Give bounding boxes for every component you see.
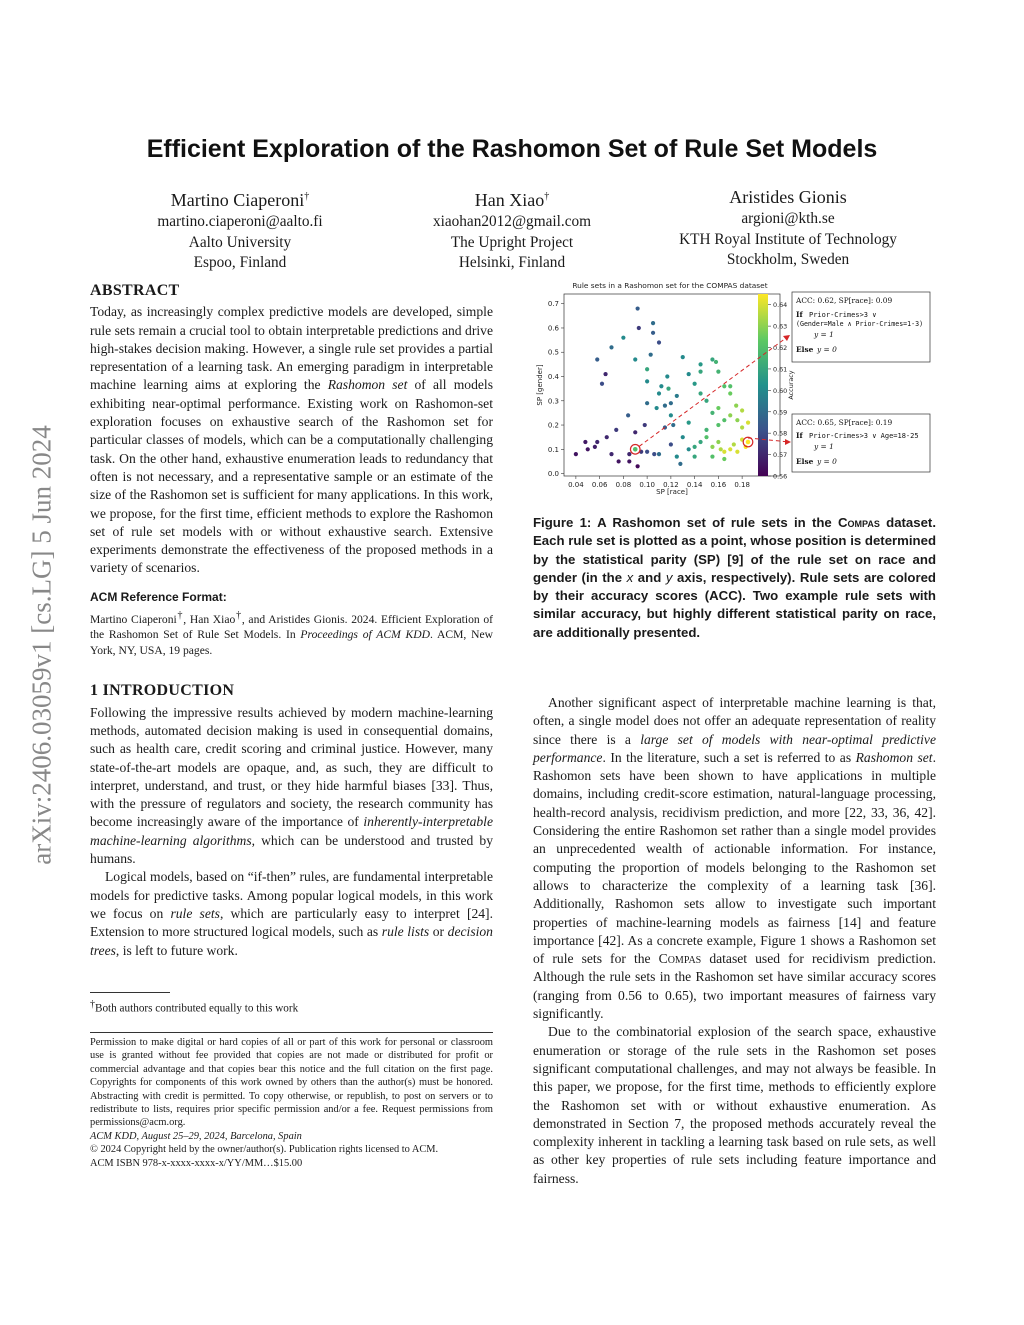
author-location: Helsinki, Finland	[458, 254, 566, 271]
rule-set-box-2	[792, 414, 930, 472]
colorbar-tick-label: 0.58	[773, 429, 788, 438]
author-block-3	[638, 185, 938, 271]
scatter-point	[649, 353, 653, 357]
box2-if: If	[796, 431, 803, 440]
copyright-line: © 2024 Copyright held by the owner/author(s). Publication rights licensed to ACM.	[90, 1144, 439, 1156]
scatter-point	[732, 442, 736, 446]
scatter-point	[651, 331, 655, 335]
scatter-point	[740, 408, 744, 412]
right-paragraph-1: Another significant aspect of interpretable machine learning is that, often, a single model does not offer an adequate representation of reality since there is a large set of models with near-optimal predictive performance. In the literature, such a set is referred to as Rashomon set. Rashomon sets have been shown to have applications in multiple domains, including credit-score estimation, natural-language processing, health-record analysis, recidivism prediction, and more [22, 33, 36, 42]. Considering the entire Rashomon set rather than a single model provides an unprecedented wealth of actionable information. For instance, computing the proportion of models belonging to the Rashomon set allows to characterize the complexity of a learning task [36]. Additionally, Rashomon sets allow to investigate such important properties of machine-learning models as fairness [14] and feature importance [42]. As a concrete example, Figure 1 shows a Rashomon set of rule sets for the Compas dataset used for recidivism prediction. Although the rule sets in the Rashomon set have similar accuracy scores (ranging from 0.56 to 0.65), two important measures of fairness vary significantly.	[533, 695, 936, 1022]
author-email: martino.ciaperoni@aalto.fi	[157, 213, 323, 230]
arrow-to-box-2	[748, 438, 790, 442]
author-name: Han Xiao	[474, 190, 545, 210]
box1-line2: (Gender=Male ∧ Prior-Crimes=1-3)	[796, 320, 924, 328]
y-tick-label: 0.6	[547, 324, 559, 333]
box2-line1: Prior-Crimes>3 ∨ Age=18-25	[809, 432, 919, 440]
scatter-point	[687, 447, 691, 451]
scatter-point	[627, 452, 631, 456]
y-tick-label: 0.5	[547, 348, 559, 357]
scatter-point	[710, 411, 714, 415]
highlighted-point	[746, 440, 751, 445]
scatter-points	[574, 306, 750, 468]
scatter-point	[735, 450, 739, 454]
scatter-point	[595, 357, 599, 361]
arxiv-sidebar	[17, 360, 67, 930]
scatter-point	[633, 430, 637, 434]
scatter-point	[698, 440, 702, 444]
colorbar-tick-label: 0.60	[773, 386, 788, 395]
author-affiliation: KTH Royal Institute of Technology	[679, 230, 897, 248]
arrow-head-1	[783, 335, 790, 341]
scatter-point	[704, 435, 708, 439]
scatter-point	[669, 413, 673, 417]
colorbar-tick-label: 0.61	[773, 365, 788, 374]
arxiv-id: arXiv:2406.03059v1 [cs.LG] 5 Jun 2024	[26, 425, 57, 865]
rule-set-box-1	[792, 292, 930, 362]
box1-else: Else	[796, 345, 814, 354]
author-email: argioni@kth.se	[741, 210, 835, 227]
x-tick-label: 0.14	[686, 481, 703, 489]
right-column	[533, 694, 936, 1188]
author-affiliation: The Upright Project	[450, 233, 574, 251]
isbn-line: ACM ISBN 978-x-xxxx-xxxx-x/YY/MM…$15.00	[90, 1157, 303, 1169]
box2-then: y = 1	[814, 442, 834, 451]
scatter-point	[645, 401, 649, 405]
scatter-point	[716, 370, 720, 374]
scatter-point	[716, 406, 720, 410]
scatter-point	[665, 374, 669, 378]
permission-block	[90, 1036, 493, 1170]
author-affiliation: Aalto University	[188, 233, 292, 251]
scatter-point	[698, 370, 702, 374]
y-tick-label: 0.1	[547, 445, 559, 454]
intro-heading: 1 INTRODUCTION	[90, 682, 235, 700]
scatter-point	[722, 457, 726, 461]
colorbar-tick-label: 0.59	[773, 408, 788, 417]
y-tick-label: 0.0	[547, 470, 559, 479]
x-tick-label: 0.16	[710, 481, 727, 489]
scatter-point	[671, 423, 675, 427]
scatter-point	[735, 418, 739, 422]
scatter-point	[716, 423, 720, 427]
footnote-rule	[90, 992, 170, 993]
right-paragraph-2: Due to the combinatorial explosion of the search space, exhaustive enumeration or storage of the rule sets in the Rashomon set poses significant computational challenges, and may not always be feasible. In this paper, we propose, for the first time, methods to efficiently explore the Rashomon set with or without exhaustive enumeration. As demonstrated in Section 7, the proposed methods accurately reveal the complexity inherent in tackling a learning task based on rule sets, as well as other key properties of rule sets including feature importance and fairness.	[533, 1024, 936, 1186]
plot-frame	[564, 294, 780, 476]
scatter-point	[657, 391, 661, 395]
scatter-point	[633, 357, 637, 361]
scatter-point	[728, 384, 732, 388]
box1-then: y = 1	[814, 330, 834, 339]
scatter-point	[698, 362, 702, 366]
colorbar	[758, 294, 768, 476]
scatter-point	[663, 404, 667, 408]
left-column	[90, 282, 493, 960]
scatter-point	[603, 372, 607, 376]
scatter-point	[722, 450, 726, 454]
scatter-point	[693, 454, 697, 458]
scatter-point	[614, 428, 618, 432]
author-location: Espoo, Finland	[193, 254, 287, 271]
scatter-point	[740, 425, 744, 429]
x-tick-label: 0.18	[734, 481, 750, 489]
scatter-point	[728, 413, 732, 417]
scatter-point	[669, 401, 673, 405]
abstract-text: Today, as increasingly complex predictive models are developed, simple rule sets remain a crucial tool to obtain interpretable predictions and drive high-stakes decision making. However, a single rule set provides a partial representation of a learning task. An emerging paradigm in interpretable machine learning aims at exploring the Rashomon set of all models exhibiting near-optimal performance. Existing work on Rashomon-set exploration focuses on exhaustive search of the Rashomon set for particular classes of models, which can be a computationally challenging task. On the other hand, exhaustive enumeration leads to redundancy that often is not necessary, and a representative sample or an estimate of the size of the Rashomon set is sufficient for many applications. In this work, we propose, for the first time, efficient methods to explore the Rashomon set of rule set models with or without exhaustive search. Extensive experiments demonstrate the effectiveness of the proposed methods in a variety of scenarios.	[90, 304, 493, 576]
x-tick-label: 0.12	[663, 481, 679, 489]
colorbar-tick-label: 0.63	[773, 322, 788, 331]
scatter-point	[704, 428, 708, 432]
scatter-point	[643, 423, 647, 427]
highlighted-point	[633, 447, 638, 452]
scatter-point	[583, 440, 587, 444]
scatter-point	[728, 391, 732, 395]
intro-paragraph-2: Logical models, based on “if-then” rules, are fundamental interpretable models for predictive tasks. Among popular logical models, in this work we focus on rule sets, which are particularly easy to interpret [24]. Extension to more structured logical models, such as rule lists or decision trees, is left to future work.	[90, 869, 493, 958]
scatter-point	[675, 394, 679, 398]
colorbar-tick-label: 0.56	[773, 472, 788, 481]
box1-else-value: y = 0	[817, 345, 837, 354]
box1-header: ACC: 0.62, SP[race]: 0.09	[796, 296, 893, 305]
box1-line1: Prior-Crimes>3 ∨	[809, 311, 877, 319]
box2-else-value: y = 0	[817, 457, 837, 466]
scatter-point	[698, 391, 702, 395]
y-axis-ticks	[548, 300, 564, 478]
scatter-point	[722, 418, 726, 422]
y-tick-label: 0.2	[547, 421, 559, 430]
author-location: Stockholm, Sweden	[726, 251, 850, 268]
y-tick-label: 0.7	[547, 300, 559, 309]
author-mark: †	[544, 191, 550, 202]
scatter-point	[675, 454, 679, 458]
acm-ref-heading: ACM Reference Format:	[90, 589, 227, 604]
box2-else: Else	[796, 457, 814, 466]
scatter-point	[636, 464, 640, 468]
scatter-point	[716, 440, 720, 444]
author-name: Aristides Gionis	[729, 187, 847, 207]
scatter-point	[693, 445, 697, 449]
intro-paragraph-1: Following the impressive results achieved by modern machine-learning methods, automated decision making is used in consequential domains, such as health care, credit scoring and criminal justice. However, many state-of-the-art models are opaque, and, as such, they are difficult to interpret, understand, and trust, or they hide harmful biases [33]. Thus, with the pressure of regulators and society, the research community has become increasingly aware of the importance of inherently-interpretable machine-learning algorithms, which can be understood and trusted by humans.	[90, 704, 493, 867]
scatter-point	[645, 450, 649, 454]
scatter-point	[609, 452, 613, 456]
box1-if: If	[796, 310, 803, 319]
permission-rule	[90, 1032, 493, 1033]
scatter-point	[710, 454, 714, 458]
scatter-point	[586, 447, 590, 451]
colorbar-tick-label: 0.62	[773, 344, 788, 353]
figure-caption: Figure 1: A Rashomon set of rule sets in the Compas dataset. Each rule set is plotted as a point, whose position is determined by the statistical parity (SP) [9] of the rule set on race and gender (in the x and y axis, respectively). Rule sets are colored by their accuracy scores (ACC). Two example rule sets with similar accuracy, but highly different statistical parity on race, are additionally presented.	[533, 515, 936, 640]
scatter-point	[710, 445, 714, 449]
author-mark: †	[304, 191, 310, 202]
footnote: †Both authors contributed equally to this work	[90, 999, 299, 1015]
colorbar-label: Accuracy	[787, 370, 795, 400]
scatter-point	[728, 447, 732, 451]
permission-text: Permission to make digital or hard copies of all or part of this work for personal or classroom use is granted without fee provided that copies are not made or distributed for profit or commercial advantage and that copies bear this notice and the full citation on the first page. Copyrights for components of this work owned by others than the author(s) must be honored. Abstracting with credit is permitted. To copy otherwise, or republish, to post on servers or to redistribute to lists, requires prior specific permission and/or a fee. Request permissions from permissions@acm.org.	[90, 1037, 493, 1129]
scatter-point	[637, 326, 641, 330]
scatter-point	[659, 384, 663, 388]
scatter-point	[719, 447, 723, 451]
scatter-point	[617, 459, 621, 463]
scatter-point	[722, 384, 726, 388]
box2-header: ACC: 0.65, SP[race]: 0.19	[796, 418, 893, 427]
author-block-1	[90, 185, 390, 274]
scatter-point	[645, 367, 649, 371]
scatter-point	[678, 462, 682, 466]
acm-ref-text: Martino Ciaperoni†, Han Xiao†, and Aristides Gionis. 2024. Efficient Exploration of the Rashomon Set of Rule Set Models. In Proceedings of ACM KDD. ACM, New York, NY, USA, 19 pages.	[90, 610, 494, 657]
author-block-2	[362, 185, 662, 274]
scatter-point	[645, 379, 649, 383]
colorbar-ticks	[768, 301, 787, 480]
arrow-head-2	[785, 439, 791, 445]
scatter-point	[693, 382, 697, 386]
scatter-point	[593, 445, 597, 449]
abstract-heading: ABSTRACT	[90, 282, 180, 299]
colorbar-tick-label: 0.64	[773, 301, 788, 310]
scatter-point	[687, 372, 691, 376]
scatter-point	[651, 321, 655, 325]
y-tick-label: 0.4	[547, 373, 559, 382]
scatter-point	[605, 435, 609, 439]
scatter-point	[609, 345, 613, 349]
scatter-point	[714, 360, 718, 364]
scatter-point	[627, 459, 631, 463]
colorbar-tick-label: 0.57	[773, 451, 788, 460]
scatter-point	[710, 357, 714, 361]
scatter-point	[655, 406, 659, 410]
scatter-point	[657, 340, 661, 344]
author-name: Martino Ciaperoni	[170, 190, 305, 210]
x-tick-label: 0.08	[615, 481, 632, 489]
x-axis-label: SP [race]	[656, 488, 688, 496]
x-tick-label: 0.06	[591, 481, 608, 489]
scatter-point	[600, 382, 604, 386]
x-tick-label: 0.10	[639, 481, 655, 489]
scatter-point	[681, 355, 685, 359]
scatter-point	[636, 306, 640, 310]
scatter-point	[669, 442, 673, 446]
scatter-point	[704, 399, 708, 403]
x-tick-label: 0.04	[568, 481, 584, 489]
scatter-point	[687, 421, 691, 425]
author-email: xiaohan2012@gmail.com	[432, 213, 592, 230]
scatter-point	[621, 336, 625, 340]
scatter-point	[666, 387, 670, 391]
scatter-point	[657, 452, 661, 456]
scatter-point	[595, 440, 599, 444]
scatter-point	[746, 421, 750, 425]
y-tick-label: 0.3	[547, 397, 559, 406]
figure-1-chart	[530, 280, 942, 498]
conference-line: ACM KDD, August 25–29, 2024, Barcelona, Spain	[90, 1130, 302, 1142]
chart-title: Rule sets in a Rashomon set for the COMPAS dataset	[572, 281, 768, 290]
y-axis-label: SP [gender]	[536, 364, 544, 406]
scatter-point	[626, 413, 630, 417]
scatter-point	[574, 452, 578, 456]
paper-title: Efficient Exploration of the Rashomon Set of Rule Set Models	[146, 135, 878, 163]
scatter-point	[652, 452, 656, 456]
scatter-point	[734, 404, 738, 408]
scatter-point	[681, 435, 685, 439]
